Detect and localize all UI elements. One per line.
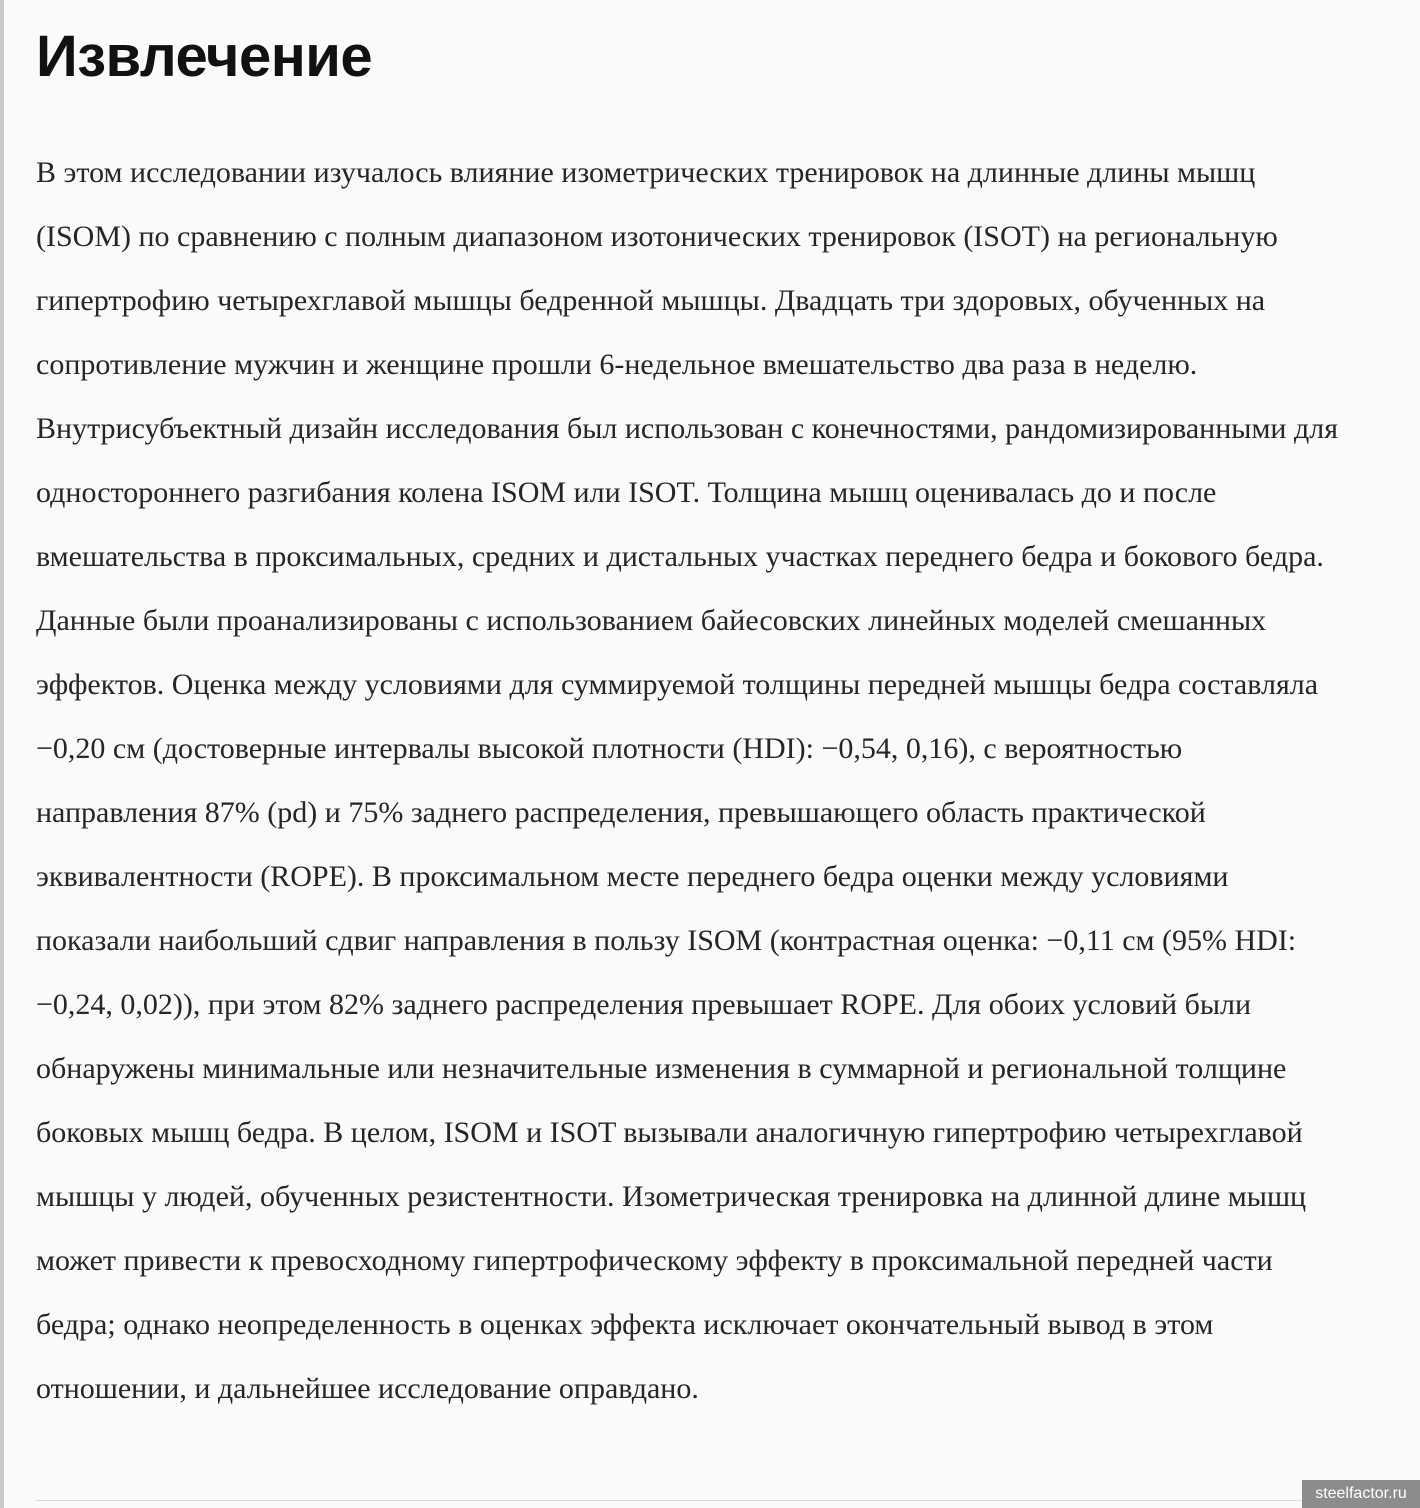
abstract-line: мышцы у людей, обученных резистентности. Изометрическая тренировка на длинной длине мышц xyxy=(36,1180,1307,1213)
abstract-line: Данные были проанализированы с использованием байесовских линейных моделей смешанных xyxy=(36,604,1267,637)
abstract-line: −0,20 см (достоверные интервалы высокой плотности (HDI): −0,54, 0,16), с вероятностью xyxy=(36,732,1183,765)
abstract-line: отношении, и дальнейшее исследование оправдано. xyxy=(36,1372,699,1405)
abstract-line: одностороннего разгибания колена ISOM или ISOT. Толщина мышц оценивалась до и после xyxy=(36,476,1217,509)
abstract-paragraph xyxy=(36,141,1414,1421)
abstract-line: направления 87% (pd) и 75% заднего распределения, превышающего область практической xyxy=(36,796,1206,829)
abstract-line: Внутрисубъектный дизайн исследования был использован с конечностями, рандомизированными для xyxy=(36,412,1339,445)
watermark-label: steelfactor.ru xyxy=(1302,1480,1420,1508)
abstract-line: сопротивление мужчин и женщине прошли 6-недельное вмешательство два раза в неделю. xyxy=(36,348,1198,381)
abstract-line: боковых мышц бедра. В целом, ISOM и ISOT вызывали аналогичную гипертрофию четырехглавой xyxy=(36,1116,1303,1149)
section-heading: Извлечение xyxy=(36,24,373,89)
abstract-line: −0,24, 0,02)), при этом 82% заднего распределения превышает ROPE. Для обоих условий были xyxy=(36,988,1252,1021)
abstract-line: эквивалентности (ROPE). В проксимальном месте переднего бедра оценки между условиями xyxy=(36,860,1229,893)
abstract-line: гипертрофию четырехглавой мышцы бедренной мышцы. Двадцать три здоровых, обученных на xyxy=(36,284,1266,317)
abstract-line: В этом исследовании изучалось влияние изометрических тренировок на длинные длины мышц xyxy=(36,156,1256,189)
abstract-line: эффектов. Оценка между условиями для суммируемой толщины передней мышцы бедра составляла xyxy=(36,668,1319,701)
abstract-line: бедра; однако неопределенность в оценках эффекта исключает окончательный вывод в этом xyxy=(36,1308,1214,1341)
page-left-border xyxy=(0,0,4,1508)
section-divider xyxy=(36,1500,1420,1501)
abstract-line: вмешательства в проксимальных, средних и дистальных участках переднего бедра и бокового бедра. xyxy=(36,540,1324,573)
abstract-line: (ISOM) по сравнению с полным диапазоном изотонических тренировок (ISOT) на региональную xyxy=(36,220,1278,253)
abstract-line: обнаружены минимальные или незначительные изменения в суммарной и региональной толщине xyxy=(36,1052,1287,1085)
abstract-line: может привести к превосходному гипертрофическому эффекту в проксимальной передней части xyxy=(36,1244,1273,1277)
abstract-line: показали наибольший сдвиг направления в пользу ISOM (контрастная оценка: −0,11 см (95% HDI: xyxy=(36,924,1297,957)
